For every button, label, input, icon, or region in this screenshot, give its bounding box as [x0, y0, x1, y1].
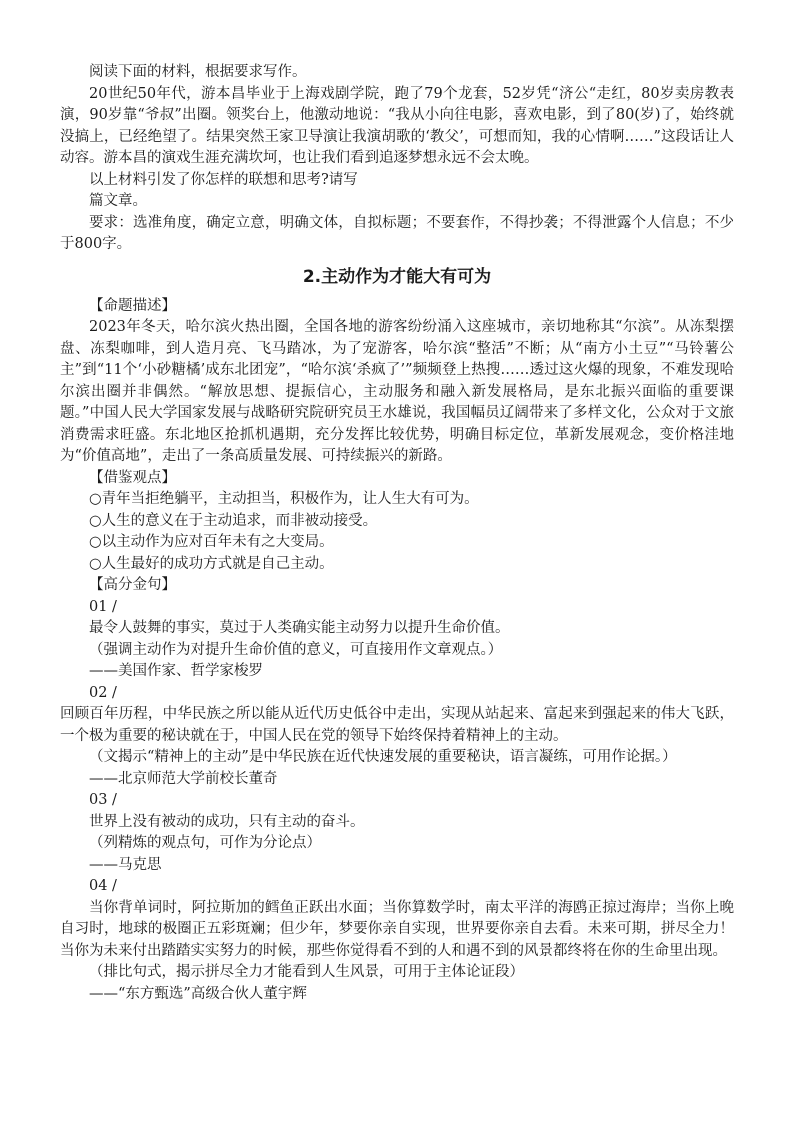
quote-block: [60, 683, 734, 791]
prompt-requirements: 要求：选准角度，确定立意，明确文体，自拟标题；不要套作，不得抄袭；不得泄露个人信息；不少于800字。: [60, 214, 734, 252]
view-item: ○人生的意义在于主动追求，而非被动接受。: [89, 512, 378, 529]
view-item: ○人生最好的成功方式就是自己主动。: [89, 555, 334, 572]
section-title: 2.主动作为才能大有可为: [302, 266, 492, 287]
quote-note: （强调主动作为对提升生命价值的意义，可直接用作文章观点。）: [89, 641, 503, 658]
quote-text: 世界上没有被动的成功，只有主动的奋斗。: [89, 813, 365, 830]
view-item: ○以主动作为应对百年未有之大变局。: [89, 534, 334, 550]
views-heading: 【借鉴观点】: [89, 469, 176, 486]
quote-number: 03 /: [89, 792, 117, 808]
quote-note: （列精炼的观点句，可作为分论点）: [89, 835, 321, 851]
prompt-question-line-2: 篇文章。: [89, 193, 147, 209]
prompt-material: 20世纪50年代，游本昌毕业于上海戏剧学院，跑了79个龙套，52岁凭“济公“走红，80岁卖房教表演，90岁靠“爷叔”出圈。领奖台上，他激动地说：“我从小向往电影，喜欢电影，到了80(岁)了，始终就没搞上，已经绝望了。结果突然王家卫导演让我演胡歌的‘教父’，可想而知，我的心情啊……”这段话让人动容。游本昌的演戏生涯充满坎坷，也让我们看到追逐梦想永远不会太晚。: [60, 85, 734, 166]
description-text: 2023年冬天，哈尔滨火热出圈，全国各地的游客纷纷涌入这座城市，亲切地称其“尔滨”。从冻梨摆盘、冻梨咖啡，到人造月亮、飞马踏冰，为了宠游客，哈尔滨“整活”不断；从“南方小土豆”“马铃薯公主”到“11个‘小砂糖橘’成东北团宠”，“哈尔滨‘杀疯了’”频频登上热搜……透过这火爆的现象，不难发现哈尔滨出圈并非偶然。“解放思想、提振信心，主动服务和融入新发展格局，是东北振兴面临的重要课题。”中国人民大学国家发展与战略研究院研究员王水雄说，我国幅员辽阔带来了多样文化，公众对于文旅消费需求旺盛。东北地区抢抓机遇期，充分发挥比较优势，明确目标定位，革新发展观念，变价格洼地为“价值高地”，走出了一条高质量发展、可持续振兴的新路。: [60, 319, 734, 464]
quote-block: [60, 790, 734, 876]
quote-block: [60, 876, 734, 1005]
view-item: ○青年当拒绝躺平，主动担当，积极作为，让人生大有可为。: [89, 491, 479, 507]
quote-text: 当你背单词时，阿拉斯加的鳕鱼正跃出水面；当你算数学时，南太平洋的海鸥正掠过海岸；当你上晚自习时，地球的极圈正五彩斑斓；但少年，梦要你亲自实现，世界要你亲自去看。未来可期，拼尽全力！当你为未来付出踏踏实实努力的时候，那些你觉得看不到的人和遇不到的风景都终将在你的生命里出现。: [60, 899, 734, 959]
quote-number: 01 /: [89, 598, 117, 615]
quote-source: ——北京师范大学前校长董奇: [89, 770, 278, 787]
quote-text: 最令人鼓舞的事实，莫过于人类确实能主动努力以提升生命价值。: [89, 620, 510, 636]
quote-source: ——美国作家、哲学家梭罗: [89, 663, 263, 679]
quote-note: （文揭示“精神上的主动”是中华民族在近代快速发展的重要秘诀，语言凝练，可用作论据。）: [89, 749, 677, 765]
prompt-question-line-1: 以上材料引发了你怎样的联想和思考?请写: [89, 171, 358, 188]
description-heading: 【命题描述】: [89, 297, 176, 314]
quote-note: （排比句式，揭示拼尽全力才能看到人生风景，可用于主体论证段）: [89, 964, 524, 980]
quotes-heading: 【高分金句】: [89, 577, 176, 593]
document-body: [60, 62, 734, 1005]
quote-text: 回顾百年历程，中华民族之所以能从近代历史低谷中走出，实现从站起来、富起来到强起来的伟大飞跃，一个极为重要的秘诀就在于，中国人民在党的领导下始终保持着精神上的主动。: [60, 706, 734, 744]
quote-source: ——“东方甄选”高级合伙人董宇辉: [89, 985, 307, 1002]
quote-number: 04 /: [89, 878, 117, 894]
quote-source: ——马克思: [89, 856, 162, 873]
quote-number: 02 /: [89, 684, 117, 701]
prompt-intro: 阅读下面的材料，根据要求写作。: [89, 64, 307, 80]
quote-block: [60, 597, 734, 683]
